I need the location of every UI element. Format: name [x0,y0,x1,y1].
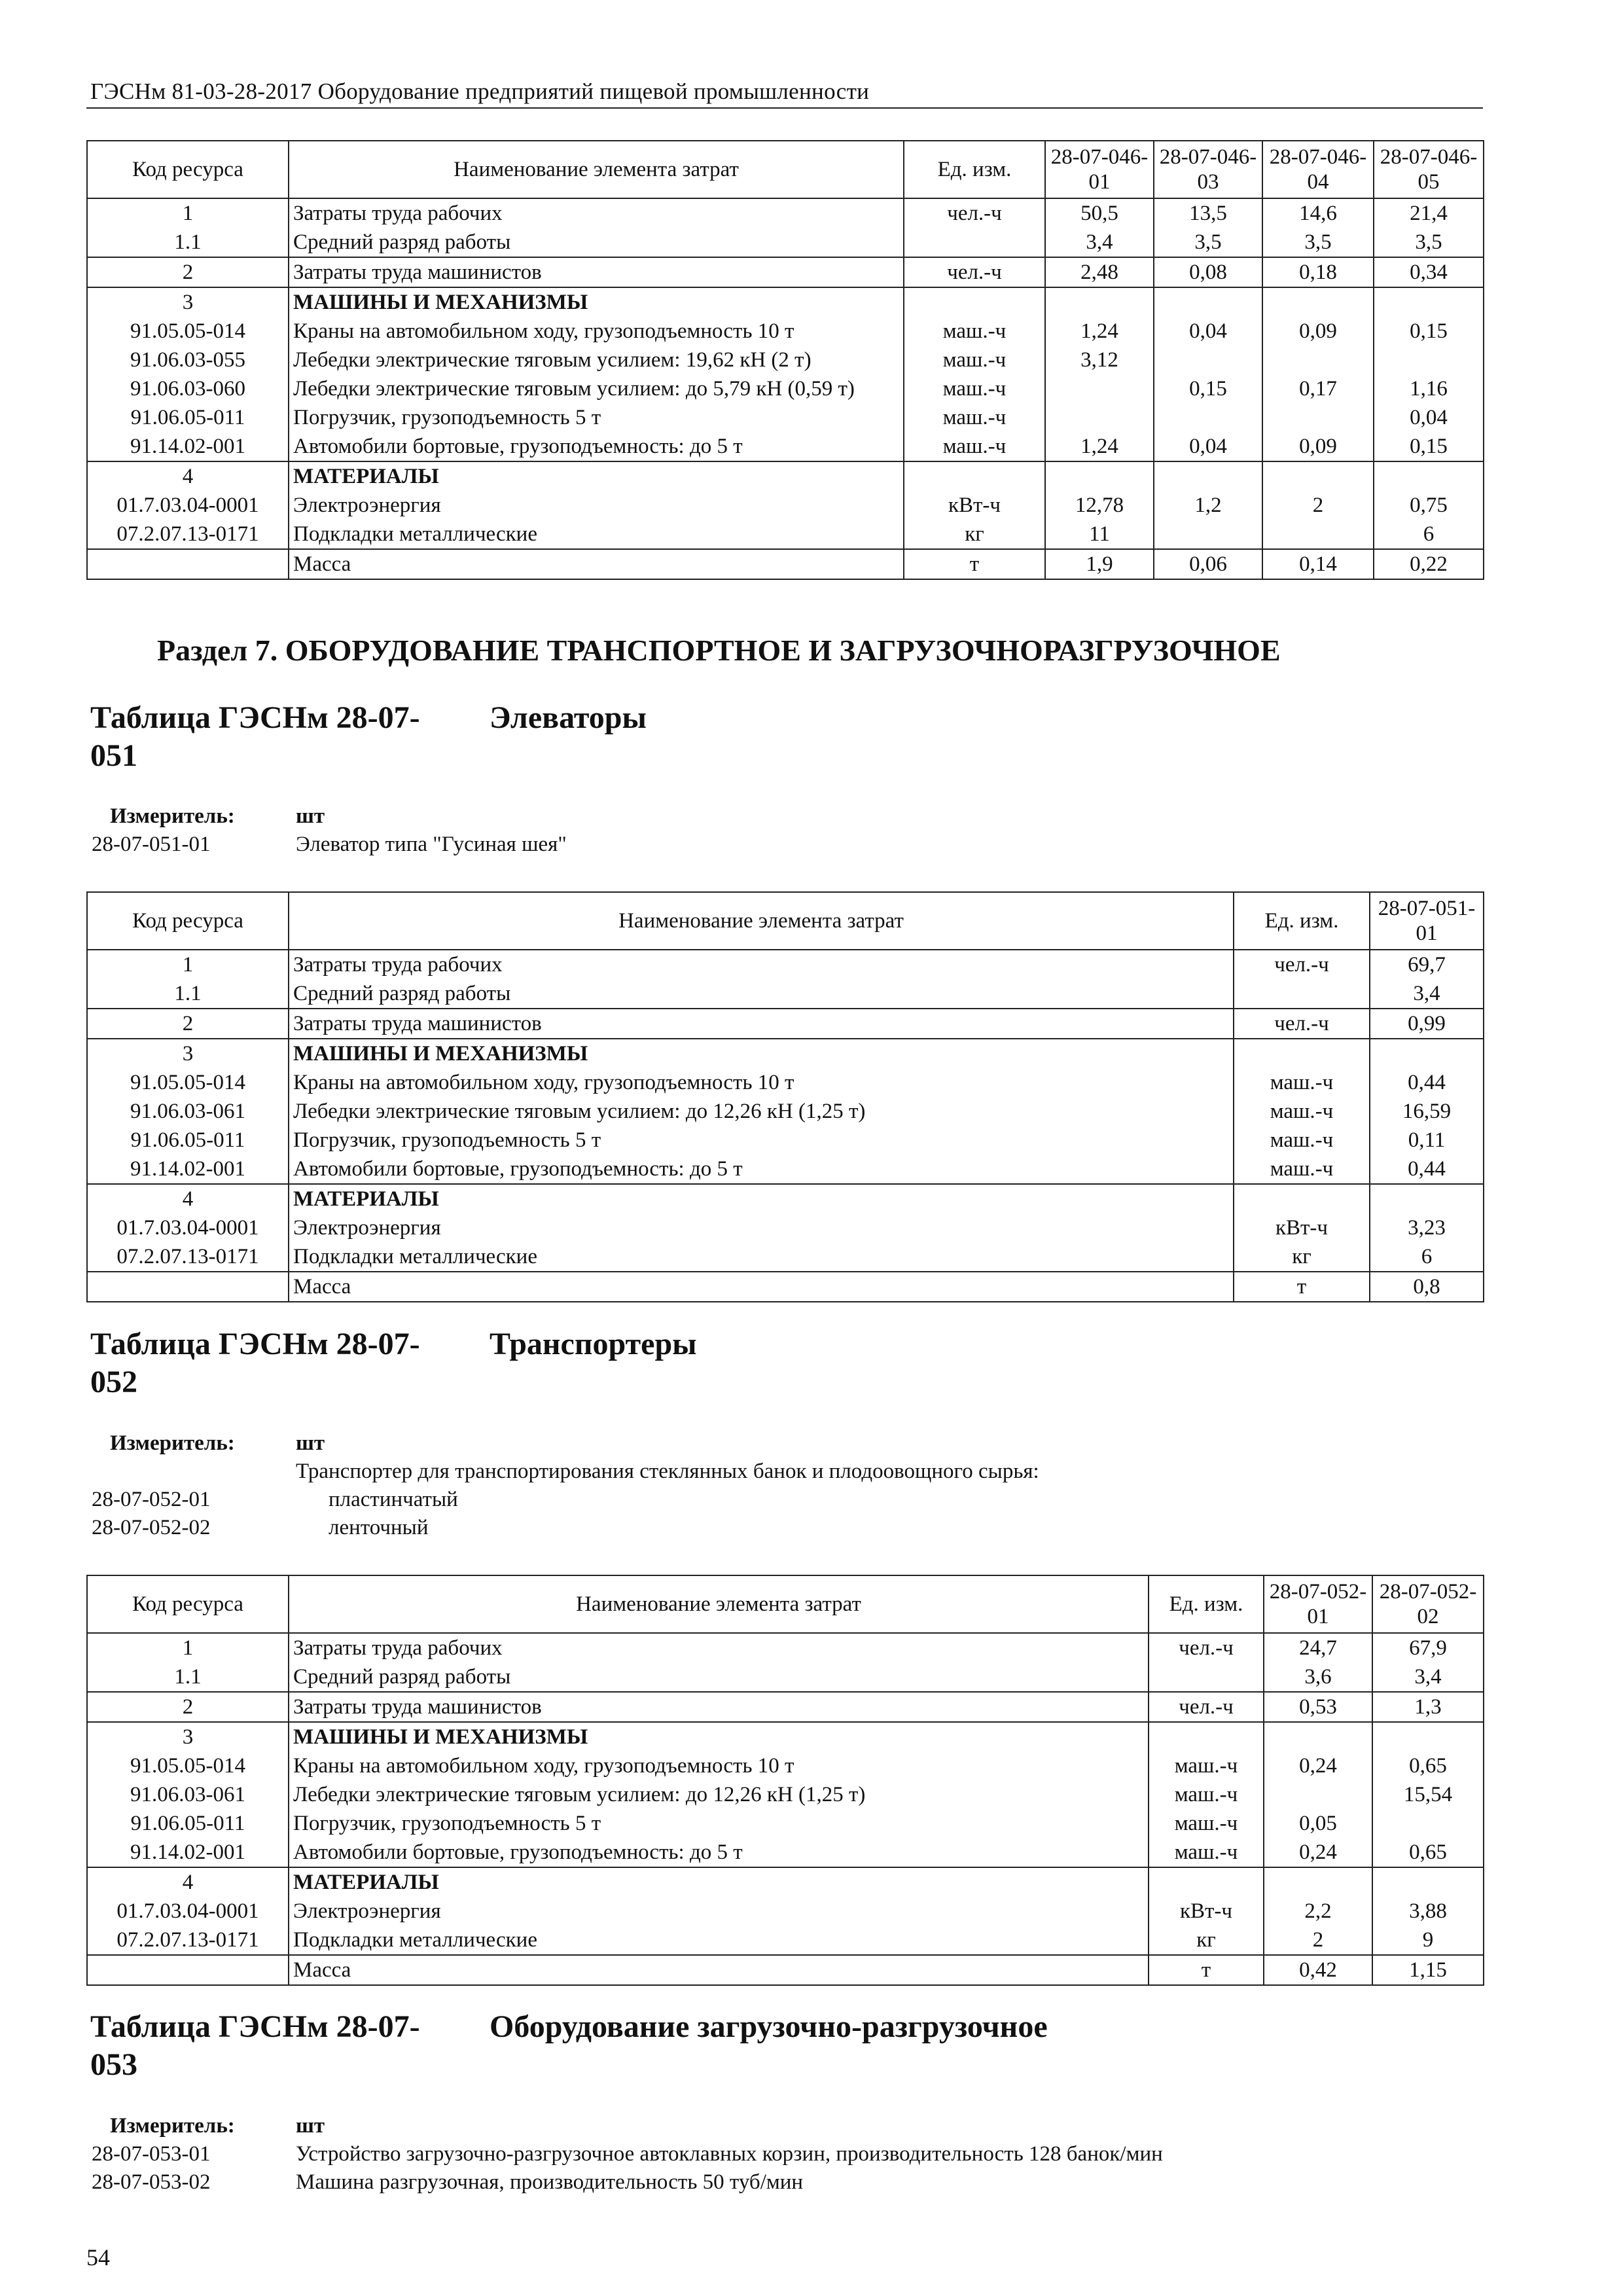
cell-unit [1149,1662,1264,1692]
cell-value: 0,04 [1374,403,1484,432]
cell-name: Лебедки электрические тяговым усилием: до 12,26 кН (1,25 т) [289,1097,1234,1126]
cell-code: 91.05.05-014 [87,1751,289,1780]
cell-value [1154,287,1262,317]
cell-value: 3,88 [1372,1897,1484,1926]
table-row [87,1272,1484,1302]
norm-code: 28-07-051-01 [92,833,211,856]
cell-value [1262,403,1374,432]
cell-code: 91.14.02-001 [87,432,289,461]
table-28-07-052 [86,1575,1484,1986]
table-row [87,461,1484,491]
cell-value [1374,287,1484,317]
table-title-053: Таблица ГЭСНм 28-07-053 [90,2009,420,2082]
cell-code: 91.14.02-001 [87,1155,289,1184]
col-header-unit: Ед. изм. [1234,892,1370,950]
table-title-051: Таблица ГЭСНм 28-07-051 [90,700,420,773]
table-subject-052: Транспортеры [490,1327,697,1361]
cell-unit: маш.-ч [1234,1126,1370,1155]
cell-value: 2 [1264,1926,1372,1955]
cell-name: Электроэнергия [289,1213,1234,1242]
header-rule [86,107,1483,109]
table-row [87,1039,1484,1068]
cell-value: 12,78 [1045,491,1154,520]
norm-code: 28-07-053-02 [92,2170,211,2194]
page-number: 54 [86,2244,110,2270]
table-subject-051: Элеваторы [490,700,647,735]
table-subject-053: Оборудование загрузочно-разгрузочное [490,2009,1048,2044]
table-row [87,1897,1484,1926]
cell-unit: чел.-ч [1149,1692,1264,1722]
cell-value [1262,461,1374,491]
meter-unit: шт [296,804,325,828]
cell-code: 4 [87,1867,289,1897]
col-header-norm: 28-07-046-03 [1154,141,1262,198]
cell-value: 15,54 [1372,1780,1484,1809]
cell-value: 3,23 [1370,1213,1484,1242]
cell-value: 1,16 [1374,374,1484,403]
cell-value [1264,1722,1372,1751]
cell-code: 1.1 [87,228,289,257]
cell-value [1374,346,1484,374]
cell-value: 13,5 [1154,198,1262,228]
cell-value: 9 [1372,1926,1484,1955]
cell-name: Масса [289,1955,1149,1985]
cell-value: 6 [1374,520,1484,549]
cell-unit: маш.-ч [1149,1838,1264,1867]
cell-code: 3 [87,1722,289,1751]
table-row [87,403,1484,432]
cell-value [1045,374,1154,403]
cell-code: 2 [87,257,289,287]
table-28-07-046 [86,140,1484,580]
cell-unit: маш.-ч [1234,1155,1370,1184]
cell-value [1370,1184,1484,1213]
cell-value: 3,4 [1372,1662,1484,1692]
table-row [87,1838,1484,1867]
col-header-norm: 28-07-046-05 [1374,141,1484,198]
table-row [87,1751,1484,1780]
table-row [87,1068,1484,1097]
cell-value: 0,11 [1370,1126,1484,1155]
cell-value [1372,1809,1484,1838]
col-header-code: Код ресурса [87,1575,289,1633]
cell-unit: кВт-ч [1149,1897,1264,1926]
cell-value [1045,461,1154,491]
cell-unit [904,461,1045,491]
table-row [87,1955,1484,1985]
cell-name: МАТЕРИАЛЫ [289,1867,1149,1897]
cell-name: Автомобили бортовые, грузоподъемность: до 5 т [289,1155,1234,1184]
cell-value: 1,2 [1154,491,1262,520]
col-header-unit: Ед. изм. [904,141,1045,198]
table-row [87,1867,1484,1897]
table-title-052: Таблица ГЭСНм 28-07-052 [90,1327,420,1399]
cell-unit: т [1149,1955,1264,1985]
cell-code: 91.06.03-061 [87,1097,289,1126]
table-row [87,1722,1484,1751]
norm-description: Устройство загрузочно-разгрузочное автоклавных корзин, производительность 128 банок/мин [296,2142,1163,2166]
table-row [87,979,1484,1009]
cell-value [1154,346,1262,374]
cell-value: 0,09 [1262,432,1374,461]
cell-code [87,549,289,579]
cell-value [1154,461,1262,491]
cell-value: 6 [1370,1242,1484,1272]
cell-name: Краны на автомобильном ходу, грузоподъемность 10 т [289,1068,1234,1097]
cell-name: Лебедки электрические тяговым усилием: до 12,26 кН (1,25 т) [289,1780,1149,1809]
cell-value [1262,346,1374,374]
cell-value [1264,1867,1372,1897]
table-row [87,228,1484,257]
table-row [87,491,1484,520]
table-row [87,950,1484,979]
cell-name: Электроэнергия [289,1897,1149,1926]
cell-code: 91.06.05-011 [87,1809,289,1838]
cell-value: 2 [1262,491,1374,520]
cell-unit: кВт-ч [1234,1213,1370,1242]
cell-name: Средний разряд работы [289,1662,1149,1692]
cell-value: 0,75 [1374,491,1484,520]
table-row [87,1126,1484,1155]
cell-value: 11 [1045,520,1154,549]
cell-code [87,1955,289,1985]
cell-code: 07.2.07.13-0171 [87,1242,289,1272]
cell-unit [1149,1867,1264,1897]
cell-value [1154,520,1262,549]
cell-code: 4 [87,461,289,491]
table-row [87,549,1484,579]
cell-value: 0,65 [1372,1838,1484,1867]
cell-name: Лебедки электрические тяговым усилием: до 5,79 кН (0,59 т) [289,374,904,403]
cell-name: Затраты труда машинистов [289,257,904,287]
cell-name: Затраты труда машинистов [289,1692,1149,1722]
running-header: ГЭСНм 81-03-28-2017 Оборудование предприятий пищевой промышленности [90,79,870,104]
cell-code: 1.1 [87,1662,289,1692]
cell-value: 2,48 [1045,257,1154,287]
cell-name: Затраты труда машинистов [289,1009,1234,1039]
cell-unit: маш.-ч [904,374,1045,403]
cell-unit: чел.-ч [904,198,1045,228]
table-row [87,1780,1484,1809]
cell-value: 24,7 [1264,1633,1372,1662]
cell-code: 91.06.03-060 [87,374,289,403]
cell-value: 50,5 [1045,198,1154,228]
cell-value: 3,5 [1374,228,1484,257]
table-row [87,257,1484,287]
cell-value: 0,15 [1374,317,1484,346]
col-header-name: Наименование элемента затрат [289,892,1234,950]
cell-name: МАТЕРИАЛЫ [289,1184,1234,1213]
cell-unit: кг [1149,1926,1264,1955]
cell-value: 3,4 [1045,228,1154,257]
cell-value: 0,04 [1154,317,1262,346]
cell-code: 1 [87,950,289,979]
cell-value: 3,5 [1262,228,1374,257]
cell-value: 0,05 [1264,1809,1372,1838]
cell-value [1372,1867,1484,1897]
norm-description: ленточный [329,1516,429,1539]
cell-name: МАШИНЫ И МЕХАНИЗМЫ [289,1039,1234,1068]
col-header-norm: 28-07-046-04 [1262,141,1374,198]
cell-unit: маш.-ч [904,317,1045,346]
norm-code: 28-07-052-02 [92,1516,211,1539]
cell-unit: маш.-ч [1234,1068,1370,1097]
cell-value: 0,15 [1374,432,1484,461]
cell-unit [904,228,1045,257]
cell-name: Затраты труда рабочих [289,1633,1149,1662]
cell-unit: кВт-ч [904,491,1045,520]
cell-unit [1149,1722,1264,1751]
cell-code: 01.7.03.04-0001 [87,1897,289,1926]
cell-name: МАТЕРИАЛЫ [289,461,904,491]
cell-unit: маш.-ч [1149,1809,1264,1838]
cell-name: МАШИНЫ И МЕХАНИЗМЫ [289,1722,1149,1751]
cell-name: Подкладки металлические [289,520,904,549]
cell-value: 0,17 [1262,374,1374,403]
cell-code: 01.7.03.04-0001 [87,491,289,520]
meter-label: Измеритель: [110,2114,235,2138]
cell-name: Подкладки металлические [289,1242,1234,1272]
cell-value: 1,3 [1372,1692,1484,1722]
table-row [87,1809,1484,1838]
table-row [87,1662,1484,1692]
meter-label: Измеритель: [110,804,235,828]
cell-code: 2 [87,1692,289,1722]
cell-unit: чел.-ч [904,257,1045,287]
cell-value: 0,22 [1374,549,1484,579]
cell-value: 0,53 [1264,1692,1372,1722]
cell-value: 1,24 [1045,432,1154,461]
cell-unit: чел.-ч [1234,950,1370,979]
col-header-unit: Ед. изм. [1149,1575,1264,1633]
cell-code: 07.2.07.13-0171 [87,520,289,549]
cell-code: 3 [87,287,289,317]
cell-name: Средний разряд работы [289,979,1234,1009]
cell-value: 14,6 [1262,198,1374,228]
table-row [87,287,1484,317]
cell-value: 0,44 [1370,1155,1484,1184]
cell-code [87,1272,289,1302]
cell-unit [904,287,1045,317]
cell-value: 1,9 [1045,549,1154,579]
cell-code: 01.7.03.04-0001 [87,1213,289,1242]
col-header-norm: 28-07-051-01 [1370,892,1484,950]
cell-name: Затраты труда рабочих [289,198,904,228]
cell-value [1045,287,1154,317]
cell-value: 0,18 [1262,257,1374,287]
cell-code: 91.06.05-011 [87,403,289,432]
cell-code: 1 [87,198,289,228]
cell-name: Погрузчик, грузоподъемность 5 т [289,1809,1149,1838]
norm-group-description: Транспортер для транспортирования стеклянных банок и плодоовощного сырья: [296,1460,1039,1483]
cell-value: 1,15 [1372,1955,1484,1985]
cell-unit: т [1234,1272,1370,1302]
cell-code: 1 [87,1633,289,1662]
col-header-norm: 28-07-052-02 [1372,1575,1484,1633]
cell-code: 1.1 [87,979,289,1009]
meter-unit: шт [296,2114,325,2138]
cell-unit: кг [904,520,1045,549]
cell-value: 0,44 [1370,1068,1484,1097]
table-row [87,198,1484,228]
cell-value [1262,287,1374,317]
cell-value [1374,461,1484,491]
cell-value [1262,520,1374,549]
cell-name: Автомобили бортовые, грузоподъемность: до 5 т [289,432,904,461]
cell-code: 91.06.03-061 [87,1780,289,1809]
cell-value [1372,1722,1484,1751]
cell-value: 0,42 [1264,1955,1372,1985]
section-title: Раздел 7. ОБОРУДОВАНИЕ ТРАНСПОРТНОЕ И ЗАГРУЗОЧНОРАЗГРУЗОЧНОЕ [157,634,1281,667]
table-row [87,374,1484,403]
cell-value [1154,403,1262,432]
cell-value [1370,1039,1484,1068]
cell-value: 0,09 [1262,317,1374,346]
table-28-07-051 [86,891,1484,1302]
cell-value: 69,7 [1370,950,1484,979]
cell-value: 1,24 [1045,317,1154,346]
cell-value: 0,14 [1262,549,1374,579]
cell-unit: т [904,549,1045,579]
cell-unit: чел.-ч [1149,1633,1264,1662]
table-row [87,1692,1484,1722]
norm-code: 28-07-052-01 [92,1488,211,1511]
table-row [87,346,1484,374]
cell-value: 16,59 [1370,1097,1484,1126]
meter-unit: шт [296,1431,325,1455]
cell-value: 0,15 [1154,374,1262,403]
norm-description: Элеватор типа "Гусиная шея" [296,833,567,856]
col-header-name: Наименование элемента затрат [289,1575,1149,1633]
cell-unit [1234,1039,1370,1068]
table-row [87,1155,1484,1184]
cell-unit: маш.-ч [904,346,1045,374]
cell-code: 91.06.03-055 [87,346,289,374]
cell-value: 3,5 [1154,228,1262,257]
cell-code: 91.14.02-001 [87,1838,289,1867]
norm-code: 28-07-053-01 [92,2142,211,2166]
table-row [87,1242,1484,1272]
cell-value: 21,4 [1374,198,1484,228]
cell-name: Масса [289,549,904,579]
cell-code: 4 [87,1184,289,1213]
cell-name: Погрузчик, грузоподъемность 5 т [289,403,904,432]
cell-name: Автомобили бортовые, грузоподъемность: до 5 т [289,1838,1149,1867]
cell-unit [1234,979,1370,1009]
cell-code: 91.05.05-014 [87,1068,289,1097]
cell-value: 0,34 [1374,257,1484,287]
cell-name: МАШИНЫ И МЕХАНИЗМЫ [289,287,904,317]
cell-unit: маш.-ч [1234,1097,1370,1126]
cell-value: 0,8 [1370,1272,1484,1302]
table-row [87,432,1484,461]
cell-name: Затраты труда рабочих [289,950,1234,979]
cell-value: 0,99 [1370,1009,1484,1039]
cell-name: Лебедки электрические тяговым усилием: 19,62 кН (2 т) [289,346,904,374]
norm-description: Машина разгрузочная, производительность 50 туб/мин [296,2170,804,2194]
table-row [87,317,1484,346]
cell-name: Краны на автомобильном ходу, грузоподъемность 10 т [289,317,904,346]
table-row [87,520,1484,549]
cell-name: Средний разряд работы [289,228,904,257]
cell-value: 3,6 [1264,1662,1372,1692]
cell-unit: маш.-ч [904,432,1045,461]
cell-code: 07.2.07.13-0171 [87,1926,289,1955]
cell-value: 3,12 [1045,346,1154,374]
cell-unit: чел.-ч [1234,1009,1370,1039]
table-row [87,1633,1484,1662]
meter-label: Измеритель: [110,1431,235,1455]
table-row [87,1184,1484,1213]
cell-name: Масса [289,1272,1234,1302]
cell-unit: маш.-ч [1149,1780,1264,1809]
cell-unit: маш.-ч [904,403,1045,432]
cell-value: 0,06 [1154,549,1262,579]
table-row [87,1009,1484,1039]
cell-code: 3 [87,1039,289,1068]
col-header-code: Код ресурса [87,892,289,950]
cell-value: 0,24 [1264,1838,1372,1867]
col-header-code: Код ресурса [87,141,289,198]
cell-value: 2,2 [1264,1897,1372,1926]
table-row [87,1926,1484,1955]
col-header-norm: 28-07-052-01 [1264,1575,1372,1633]
cell-value: 0,04 [1154,432,1262,461]
cell-value: 0,08 [1154,257,1262,287]
cell-unit: кг [1234,1242,1370,1272]
col-header-norm: 28-07-046-01 [1045,141,1154,198]
cell-name: Электроэнергия [289,491,904,520]
cell-code: 2 [87,1009,289,1039]
cell-value: 67,9 [1372,1633,1484,1662]
cell-unit [1234,1184,1370,1213]
cell-value: 3,4 [1370,979,1484,1009]
cell-code: 91.05.05-014 [87,317,289,346]
cell-value [1045,403,1154,432]
table-row [87,1213,1484,1242]
cell-value: 0,24 [1264,1751,1372,1780]
col-header-name: Наименование элемента затрат [289,141,904,198]
cell-name: Погрузчик, грузоподъемность 5 т [289,1126,1234,1155]
cell-unit: маш.-ч [1149,1751,1264,1780]
cell-code: 91.06.05-011 [87,1126,289,1155]
cell-name: Краны на автомобильном ходу, грузоподъемность 10 т [289,1751,1149,1780]
cell-value: 0,65 [1372,1751,1484,1780]
table-row [87,1097,1484,1126]
cell-name: Подкладки металлические [289,1926,1149,1955]
norm-description: пластинчатый [329,1488,458,1511]
cell-value [1264,1780,1372,1809]
